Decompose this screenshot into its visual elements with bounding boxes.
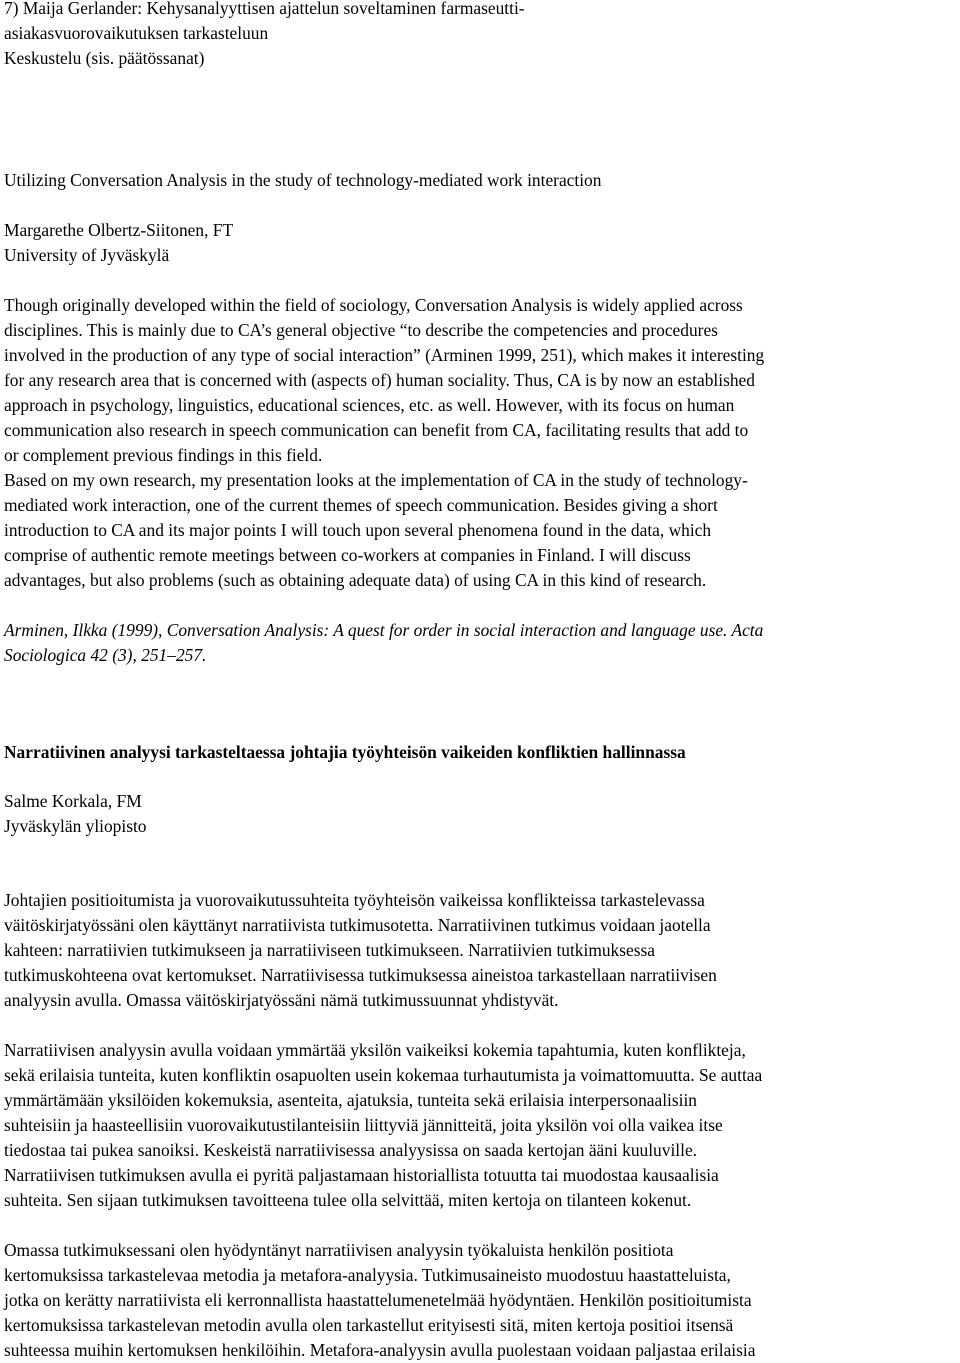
abstract-line: communication also research in speech communication can benefit from CA, facilitating results that add to (4, 420, 749, 440)
abstract-line: approach in psychology, linguistics, educational sciences, etc. as well. However, with its focus on human (4, 395, 735, 415)
section1-author-block (4, 218, 233, 268)
paragraph-line: ymmärtämään yksilöiden kokemuksia, asenteita, ajatuksia, tunteita sekä erilaisia interpersonaalisiin (4, 1090, 697, 1110)
paragraph-line: kertomuksissa tarkastelevaa metodia ja metafora-analyysia. Tutkimusaineisto muodostuu haastatteluista, (4, 1265, 731, 1285)
abstract-line: mediated work interaction, one of the current themes of speech communication. Besides giving a short (4, 495, 718, 515)
paragraph-line: Narratiivisen tutkimuksen avulla ei pyritä paljastamaan historiallista totuutta tai muodostaa kausaalisia (4, 1165, 719, 1185)
paragraph-line: sekä erilaisia tunteita, kuten konfliktin osapuolten usein kokemaa turhautumista ja voimattomuutta. Se auttaa (4, 1065, 763, 1085)
paragraph-line: suhteessa muihin kertomuksen henkilöihin. Metafora-analyysin avulla puolestaan voidaan paljastaa erilaisia (4, 1340, 756, 1360)
paragraph-line: tutkimuskohteena ovat kertomukset. Narratiivisessa tutkimuksessa aineistoa tarkastellaan narratiivisen (4, 965, 717, 985)
paragraph-line: analyysin avulla. Omassa väitöskirjatyössäni nämä tutkimussuunnat yhdistyvät. (4, 990, 559, 1010)
section2-affiliation: Jyväskylän yliopisto (4, 816, 147, 836)
paragraph-line: Omassa tutkimuksessani olen hyödyntänyt narratiivisen analyysin työkaluista henkilön positiota (4, 1240, 674, 1260)
section1-abstract (4, 293, 956, 593)
paragraph-line: Johtajien positioitumista ja vuorovaikutussuhteita työyhteisön vaikeissa konflikteissa tarkastelevassa (4, 890, 705, 910)
paragraph-line: suhteisiin ja haasteellisiin vuorovaikutustilanteisiin liittyviä jännitteitä, joita yksilön voi olla vaikea itse (4, 1115, 723, 1135)
program-item-header (4, 0, 525, 71)
section1-reference (4, 618, 763, 668)
section2-paragraph-2 (4, 1038, 762, 1213)
section2-paragraph-1 (4, 888, 717, 1013)
section1-affiliation: University of Jyväskylä (4, 245, 170, 265)
paragraph-line: tiedostaa tai pukea sanoiksi. Keskeistä narratiivisessa analyysissa on saada kertojan ääni kuuluville. (4, 1140, 698, 1160)
paragraph-line: Narratiivisen analyysin avulla voidaan ymmärtää yksilön vaikeiksi kokemia tapahtumia, kuten konflikteja, (4, 1040, 746, 1060)
reference-line: Sociologica 42 (3), 251–257. (4, 645, 207, 665)
abstract-line: Based on my own research, my presentation looks at the implementation of CA in the study of technology- (4, 470, 748, 490)
paragraph-line: suhteita. Sen sijaan tutkimuksen tavoitteena tulee olla selvittää, miten kertoja on tilanteen kokenut. (4, 1190, 692, 1210)
abstract-line: involved in the production of any type of social interaction” (Arminen 1999, 251), which makes it interesting (4, 345, 765, 365)
paragraph-line: kertomuksissa tarkastelevan metodin avulla olen tarkastellut erityisesti sitä, miten kertoja positioi itsensä (4, 1315, 734, 1335)
header-line: 7) Maija Gerlander: Kehysanalyyttisen ajattelun soveltaminen farmaseutti- (4, 0, 525, 18)
section2-paragraph-3 (4, 1238, 755, 1363)
paragraph-line: kahteen: narratiivien tutkimukseen ja narratiiviseen tutkimukseen. Narratiivien tutkimuksessa (4, 940, 655, 960)
abstract-line: comprise of authentic remote meetings between co-workers at companies in Finland. I will discuss (4, 545, 691, 565)
section2-title: Narratiivinen analyysi tarkasteltaessa johtajia työyhteisön vaikeiden konfliktien hallinnassa (4, 742, 686, 762)
section2-author-block (4, 789, 147, 839)
abstract-line: or complement previous findings in this field. (4, 445, 323, 465)
paragraph-line: jotka on kerätty narratiivista eli kerronnallista haastattelumenetelmää hyödyntäen. Henkilön positioitumista (4, 1290, 752, 1310)
abstract-line: introduction to CA and its major points I will touch upon several phenomena found in the data, which (4, 520, 712, 540)
header-line: asiakasvuorovaikutuksen tarkasteluun (4, 23, 269, 43)
header-line: Keskustelu (sis. päätössanat) (4, 48, 205, 68)
abstract-line: advantages, but also problems (such as obtaining adequate data) of using CA in this kind of research. (4, 570, 707, 590)
abstract-line: for any research area that is concerned with (aspects of) human sociality. Thus, CA is by now an established (4, 370, 755, 390)
section1-author-name: Margarethe Olbertz-Siitonen, FT (4, 220, 234, 240)
reference-line: Arminen, Ilkka (1999), Conversation Analysis: A quest for order in social interaction and language use. Acta (4, 620, 764, 640)
section2-author-name: Salme Korkala, FM (4, 791, 142, 811)
abstract-line: Though originally developed within the field of sociology, Conversation Analysis is widely applied across (4, 295, 743, 315)
abstract-line: disciplines. This is mainly due to CA’s general objective “to describe the competencies and procedures (4, 320, 718, 340)
paragraph-line: väitöskirjatyössäni olen käyttänyt narratiivista tutkimusotetta. Narratiivinen tutkimus voidaan jaotella (4, 915, 711, 935)
section1-title: Utilizing Conversation Analysis in the study of technology-mediated work interaction (4, 170, 602, 190)
